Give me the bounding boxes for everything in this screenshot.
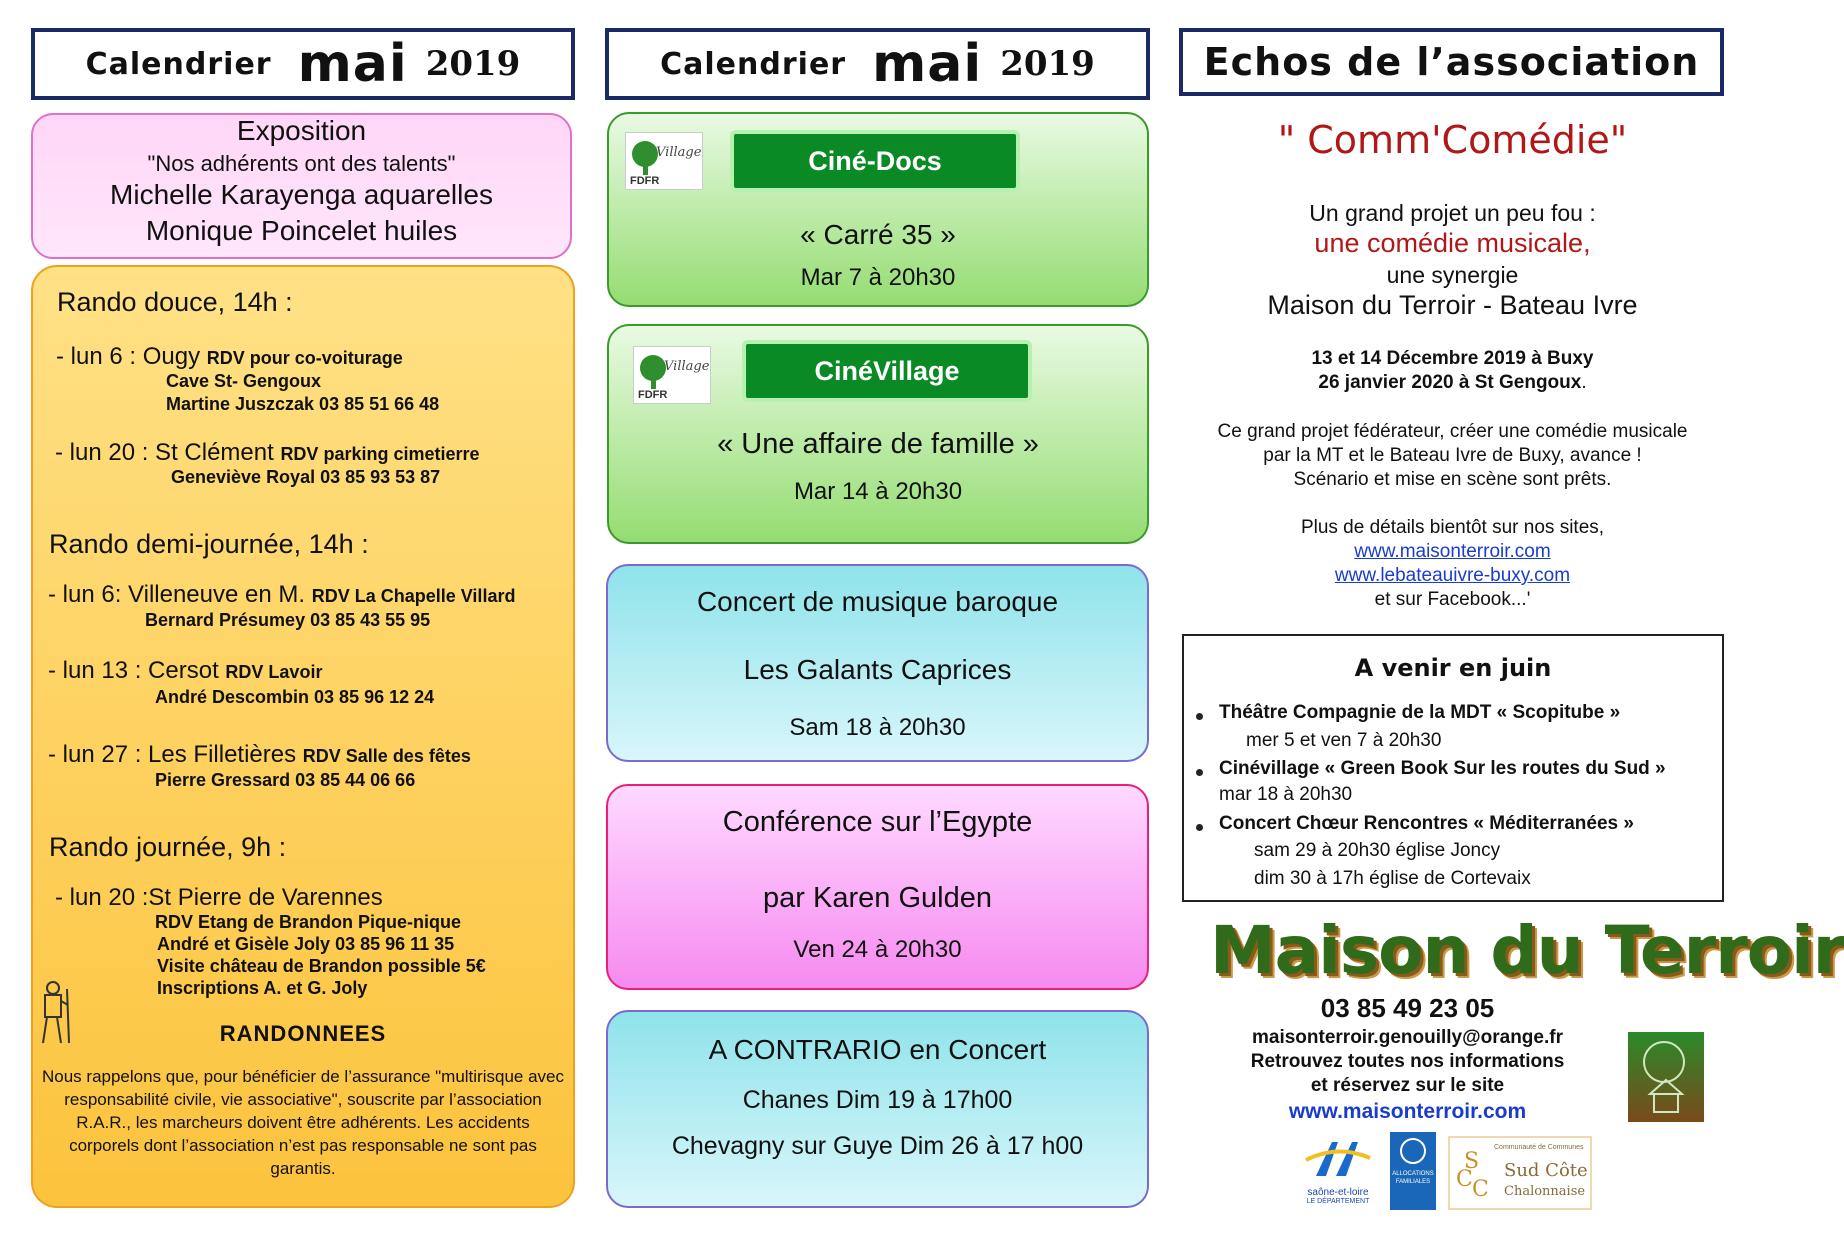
echos-date-text: 26 janvier 2020 à St Gengoux (1318, 372, 1582, 393)
avenir-item: Théâtre Compagnie de la MDT « Scopitube » (1219, 702, 1621, 723)
rando-item-main: - lun 27 : Les Filletières (48, 741, 303, 768)
sponsor-sublabel: LE DÉPARTEMENT (1306, 1198, 1370, 1205)
link-bateauivre[interactable]: www.lebateauivre-buxy.com (1334, 565, 1571, 586)
contrario-title: A CONTRARIO en Concert (708, 1034, 1047, 1065)
bullet-icon (1196, 769, 1203, 776)
sponsor-chalonnaise: Chalonnaise (1504, 1184, 1586, 1199)
rando-detail: Inscriptions A. et G. Joly (157, 978, 368, 998)
echos-line: Scénario et mise en scène sont prêts. (1293, 469, 1612, 490)
rando-item (48, 741, 471, 769)
rando-item (48, 657, 322, 685)
avenir-title: A venir en juin (1354, 654, 1552, 682)
rando-item-main: - lun 20 : St Clément (55, 439, 281, 466)
col3-header (1179, 28, 1724, 96)
avenir-item: Concert Chœur Rencontres « Méditerranées » (1219, 813, 1634, 834)
svg-text:S: S (1464, 1149, 1480, 1174)
echos-date (1180, 372, 1725, 394)
link-maisonterroir[interactable]: www.maisonterroir.com (1354, 541, 1551, 562)
expo-subtitle: "Nos adhérents ont des talents" (147, 151, 456, 176)
rando-detail: Pierre Gressard 03 85 44 06 66 (155, 770, 416, 790)
randonnees-title: RANDONNEES (219, 1021, 387, 1046)
rando-detail: André et Gisèle Joly 03 85 96 11 35 (157, 934, 455, 954)
conference-date: Ven 24 à 20h30 (793, 936, 962, 963)
rando-item (48, 581, 515, 609)
rando-detail: Visite château de Brandon possible 5€ (157, 956, 486, 976)
header-year: 2019 (1000, 44, 1095, 84)
rando-item-rdv: RDV Salle des fêtes (302, 746, 471, 766)
echos-date-dot: . (1581, 372, 1587, 393)
expo-artist2: Monique Poincelet huiles (145, 215, 458, 246)
rando-item-main: - lun 6 : Ougy (56, 343, 207, 370)
rando-item-main: - lun 6: Villeneuve en M. (48, 581, 312, 608)
caf-logo (1390, 1132, 1436, 1210)
contrario-box (606, 1010, 1149, 1208)
saone-et-loire-icon (1302, 1136, 1374, 1182)
echos-line: et sur Facebook...' (1374, 589, 1531, 610)
bullet-icon (1196, 824, 1203, 831)
cinedocs-label: Ciné-Docs (730, 130, 1020, 192)
cinevillage-label: CinéVillage (742, 340, 1032, 402)
rando-item-rdv: RDV pour co-voiturage (206, 348, 403, 368)
sponsor-sud-cote: Sud Côte (1504, 1160, 1588, 1181)
echos-text: Un grand projet un peu fou : (1309, 200, 1596, 226)
rando-detail: André Descombin 03 85 96 12 24 (155, 687, 435, 707)
rando-detail: Geneviève Royal 03 85 93 53 87 (171, 467, 441, 487)
logo-village: Village (656, 145, 702, 160)
concert-box (606, 564, 1149, 762)
rando-detail: Bernard Présumey 03 85 43 55 95 (145, 610, 431, 630)
echos-text: Maison du Terroir - Bateau Ivre (1267, 290, 1638, 320)
rando-detail: Martine Juszczak 03 85 51 66 48 (166, 394, 440, 414)
header-month: mai (872, 34, 983, 94)
note-line: R.A.R., les marcheurs doivent être adhérents. Les accidents (76, 1113, 530, 1132)
rando-box (31, 265, 575, 1208)
caf-snowflake-icon (1400, 1138, 1426, 1164)
rando-item (56, 343, 403, 371)
logo-fdfr: FDFR (630, 175, 660, 187)
rando-douce-title: Rando douce, 14h : (57, 287, 293, 317)
cinevillage-date: Mar 14 à 20h30 (793, 478, 963, 505)
exposition-box (31, 113, 572, 259)
sponsor-community: Communauté de Communes (1494, 1144, 1584, 1151)
svg-text:C: C (1456, 1167, 1473, 1192)
rando-demi-title: Rando demi-journée, 14h : (49, 529, 369, 559)
svg-text:C: C (1472, 1177, 1489, 1202)
bullet-icon (1196, 713, 1203, 720)
cinevillage-logo (625, 132, 703, 190)
cinedocs-title: « Carré 35 » (800, 219, 956, 250)
col2-header (605, 28, 1150, 100)
phone-number: 03 85 49 23 05 (1320, 993, 1495, 1023)
header-calendrier: Calendrier (660, 46, 847, 82)
rando-item-rdv: RDV La Chapelle Villard (311, 586, 516, 606)
cinedocs-date: Mar 7 à 20h30 (800, 264, 956, 291)
cinevillage-logo (633, 346, 711, 404)
avenir-detail: mer 5 et ven 7 à 20h30 (1246, 730, 1442, 751)
concert-date: Sam 18 à 20h30 (789, 714, 966, 741)
expo-title: Exposition (236, 115, 367, 146)
email-address: maisonterroir.genouilly@orange.fr (1252, 1027, 1563, 1048)
echos-line: par la MT et le Bateau Ivre de Buxy, avance ! (1263, 445, 1642, 466)
house-tree-logo-icon (1628, 1032, 1704, 1122)
cinedocs-box (607, 112, 1149, 307)
rando-note (33, 1065, 573, 1180)
echos-date: 13 et 14 Décembre 2019 à Buxy (1311, 348, 1594, 369)
conference-box (606, 784, 1149, 990)
caf-label: ALLOCATIONS FAMILIALES (1392, 1171, 1434, 1185)
concert-title: Concert de musique baroque (696, 586, 1059, 617)
echos-sites (1180, 516, 1725, 612)
avenir-detail: dim 30 à 17h église de Cortevaix (1254, 868, 1531, 889)
info-line: Retrouvez toutes nos informations (1250, 1051, 1565, 1072)
rando-detail: Cave St- Gengoux (166, 371, 322, 391)
echos-line: Plus de détails bientôt sur nos sites, (1300, 517, 1605, 538)
avenir-box (1182, 634, 1724, 902)
rando-item-rdv: RDV parking cimetierre (280, 444, 480, 464)
note-line: garantis. (270, 1159, 336, 1178)
echos-line: Ce grand projet fédérateur, créer une comédie musicale (1217, 421, 1688, 442)
note-line: responsabilité civile, vie associative", souscrite par l’association (64, 1090, 542, 1109)
header-calendrier: Calendrier (85, 46, 272, 82)
sud-cote-chalonnaise-logo (1448, 1136, 1592, 1210)
note-line: Nous rappelons que, pour bénéficier de l’assurance "multirisque avec (42, 1067, 564, 1086)
avenir-item: Cinévillage « Green Book Sur les routes du Sud » (1219, 758, 1666, 779)
rando-item: - lun 20 :St Pierre de Varennes (55, 884, 383, 911)
maison-du-terroir-logo: Maison du Terroir (1210, 912, 1844, 989)
logo-fdfr: FDFR (638, 389, 668, 401)
header-month: mai (297, 34, 408, 94)
echos-highlight: une comédie musicale, (1314, 228, 1591, 258)
sccc-icon (1456, 1148, 1494, 1202)
rando-item (55, 439, 480, 467)
comm-comedie-title: " Comm'Comédie" (1277, 118, 1628, 162)
rando-item-rdv: RDV Lavoir (225, 662, 323, 682)
logo-village: Village (664, 359, 710, 374)
cinevillage-title: « Une affaire de famille » (717, 428, 1039, 460)
concert-group: Les Galants Caprices (743, 654, 1012, 685)
website-link[interactable]: www.maisonterroir.com (1288, 1100, 1527, 1123)
conference-speaker: par Karen Gulden (763, 882, 992, 914)
info-line: et réservez sur le site (1310, 1075, 1505, 1096)
expo-artist1: Michelle Karayenga aquarelles (110, 179, 493, 210)
avenir-detail: sam 29 à 20h30 église Joncy (1254, 840, 1501, 861)
rando-detail: RDV Etang de Brandon Pique-nique (155, 912, 462, 932)
echos-title: Echos de l’association (1203, 40, 1700, 84)
tree-trunk (651, 377, 656, 389)
header-year: 2019 (425, 44, 521, 84)
conference-title: Conférence sur l’Egypte (722, 806, 1033, 838)
saone-et-loire-logo (1302, 1136, 1374, 1206)
contrario-line: Chanes Dim 19 à 17h00 (742, 1086, 1013, 1114)
rando-item-main: - lun 13 : Cersot (48, 657, 226, 684)
sponsor-label: saône-et-loire (1307, 1187, 1369, 1198)
avenir-detail: mar 18 à 20h30 (1219, 784, 1353, 805)
rando-journee-title: Rando journée, 9h : (49, 832, 287, 862)
echos-text: une synergie (1386, 262, 1519, 288)
cinevillage-box (607, 324, 1149, 544)
col1-header (31, 28, 575, 100)
echos-paragraph (1180, 420, 1725, 492)
note-line: corporels dont l’association n’est pas responsable ne sont pas (69, 1136, 537, 1155)
contrario-line: Chevagny sur Guye Dim 26 à 17 h00 (671, 1132, 1084, 1160)
tree-trunk (643, 163, 648, 175)
